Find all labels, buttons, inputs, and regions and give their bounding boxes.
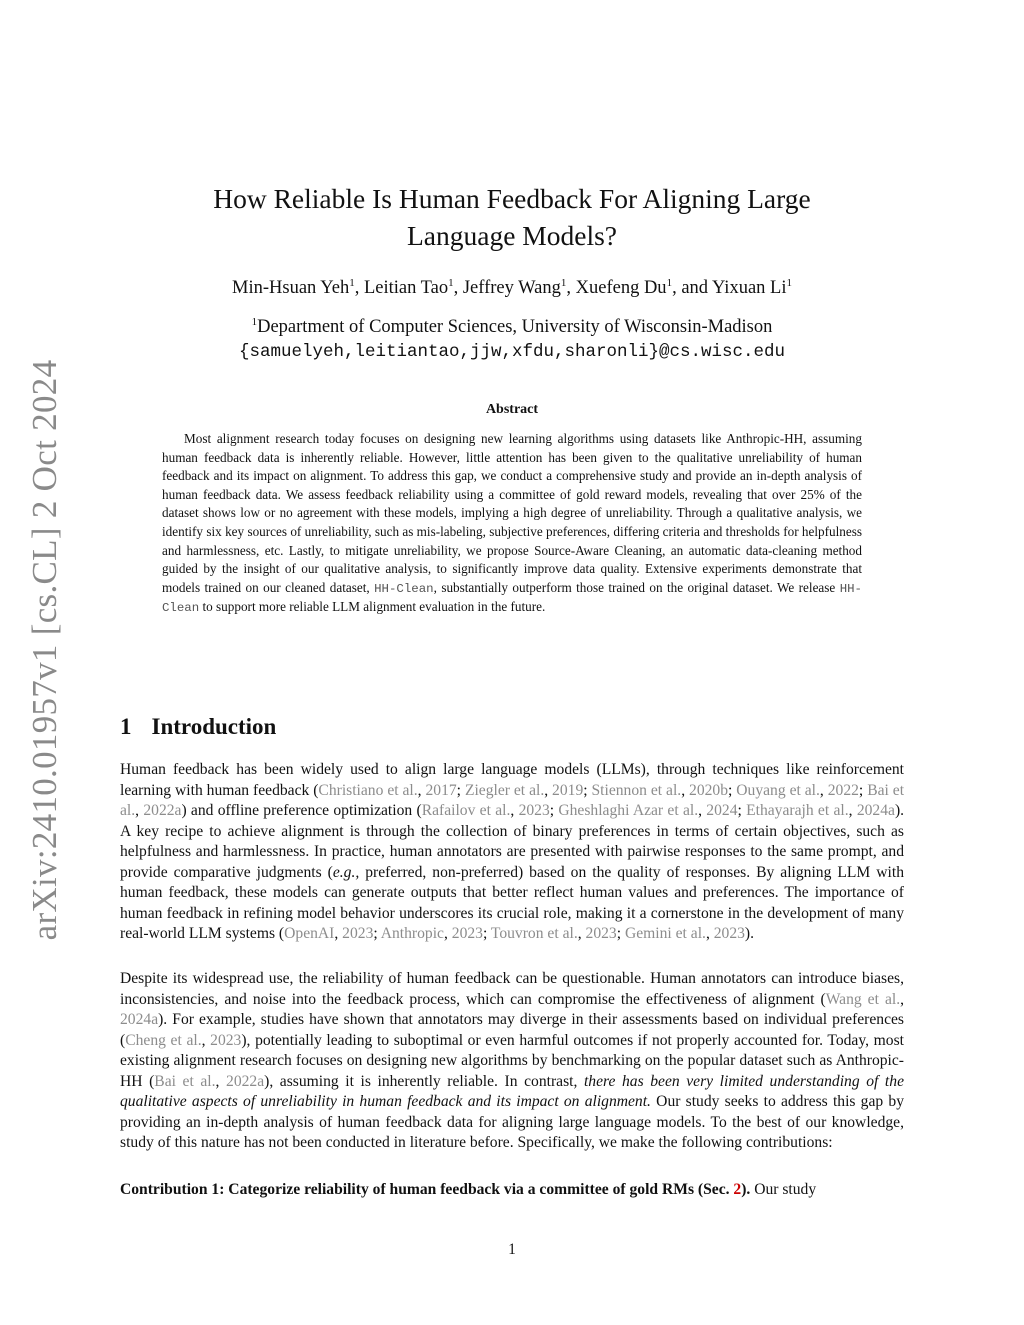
citation-link[interactable]: Anthropic <box>380 925 444 942</box>
citation-link[interactable]: Christiano et al. <box>318 781 418 799</box>
title-line-2: Language Models? <box>407 220 617 251</box>
dataset-name: HH-Clean <box>162 581 862 616</box>
citation-link[interactable]: 2017 <box>425 781 457 799</box>
author-emails: {samuelyeh,leitiantao,jjw,xfdu,sharonli}@cs.wisc.edu <box>238 342 786 362</box>
title-line-1: How Reliable Is Human Feedback For Aligning Large <box>213 183 811 214</box>
citation-link[interactable]: Touvron et al. <box>490 925 578 942</box>
abstract-body: Most alignment research today focuses on designing new learning algorithms using datasets like Anthropic-HH, assuming human feedback data is inherently reliable. However, little attention has been given to the qualitative unreliability of human feedback and its impact on alignment. To address this gap, we conduct a comprehensive study and provide an in-depth analysis of human feedback data. We assess feedback reliability using a committee of gold reward models, revealing that over 25% of the dataset shows low or no agreement with these models, implying a high degree of unreliability. Through a qualitative analysis, we identify six key sources of unreliability, such as mis-labeling, subjective preferences, differing criteria and thresholds for helpfulness and harmlessness, etc. Lastly, to mitigate unreliability, we propose Source-Aware Cleaning, an automatic data-cleaning method guided by the insight of our qualitative analysis, to significantly improve data quality. Extensive experiments demonstrate that models trained on our cleaned dataset, HH-Clean, substantially outperform those trained on the original dataset. We release HH-Clean to support more reliable LLM alignment evaluation in the future. <box>162 431 862 616</box>
section-heading <box>120 714 276 740</box>
author: Jeffrey Wang$^1$ <box>462 277 567 298</box>
citation-link[interactable]: 2022 <box>827 781 859 799</box>
citation-link[interactable]: Rafailov et al. <box>421 802 511 819</box>
section-number: 1 <box>120 714 132 739</box>
citation-link[interactable]: 2022a <box>143 802 182 819</box>
citation-link[interactable]: 2023 <box>451 925 483 942</box>
citation-link[interactable]: 2023 <box>210 1031 242 1049</box>
citation-link[interactable]: Gemini et al. <box>624 925 706 942</box>
citation-link[interactable]: Ouyang et al. <box>736 781 820 799</box>
citation-link[interactable]: 2023 <box>518 802 550 819</box>
citation-link[interactable]: Wang et al. <box>825 990 901 1008</box>
author: Yixuan Li$^1$ <box>711 277 792 298</box>
citation-link[interactable]: 2022a <box>226 1072 265 1090</box>
arxiv-sidebar <box>20 359 70 941</box>
citation-link[interactable]: Cheng et al. <box>125 1031 202 1049</box>
paper-title <box>120 180 904 254</box>
citation-link[interactable]: Bai et al. <box>154 1072 216 1090</box>
author: Xuefeng Du$^1$ <box>575 277 673 298</box>
citation-link[interactable]: 2024a <box>120 1011 159 1028</box>
emphasized-claim: there has been very limited understanding of the qualitative aspects of unreliability in human feedback and its impact on alignment. <box>120 1072 904 1110</box>
author: Leitian Tao$^1$ <box>363 277 454 298</box>
citation-link[interactable]: 2023 <box>342 925 374 942</box>
intro-paragraph-2: Despite its widespread use, the reliability of human feedback can be questionable. Human annotators can introduce biases, inconsistencies, and noise into the feedback process, which can compromise the effectiveness of alignment (Wang et al., 2024a). For example, studies have shown that annotators may diverge in their assessments based on individual preferences (Cheng et al., 2023), potentially leading to suboptimal or even harmful outcomes if not properly accounted for. Today, most existing alignment research focuses on designing new algorithms by benchmarking on the popular dataset such as Anthropic-HH (Bai et al., 2022a), assuming it is inherently reliable. In contrast, there has been very limited understanding of the qualitative aspects of unreliability in human feedback and its impact on alignment. Our study seeks to address this gap by providing an in-depth analysis of human feedback data for aligning large language models. To the best of our knowledge, study of this nature has not been conducted in literature before. Specifically, we make the following contributions: <box>120 970 905 1151</box>
citation-link[interactable]: 2023 <box>585 925 617 942</box>
citation-link[interactable]: Stiennon et al. <box>591 781 682 799</box>
citation-link[interactable]: 2020b <box>689 781 729 799</box>
section-title: Introduction <box>151 714 277 739</box>
dataset-name: HH-Clean <box>374 581 434 596</box>
affiliation: $^1$Department of Computer Sciences, University of Wisconsin-Madison <box>251 316 773 337</box>
citation-link[interactable]: Ziegler et al. <box>464 781 545 799</box>
citation-link[interactable]: Gheshlaghi Azar et al. <box>558 802 699 819</box>
citation-link[interactable]: 2024 <box>706 802 738 819</box>
citation-link[interactable]: OpenAI <box>284 925 335 942</box>
citation-link[interactable]: 2024a <box>856 802 895 819</box>
arxiv-identifier: arXiv:2410.01957v1 [cs.CL] 2 Oct 2024 <box>25 359 64 941</box>
page-number: 1 <box>508 1241 516 1258</box>
citation-link[interactable]: 2019 <box>552 781 584 799</box>
citation-link[interactable]: 2023 <box>713 925 745 942</box>
citation-link[interactable]: Ethayarajh et al. <box>746 802 849 819</box>
intro-paragraph-1: Human feedback has been widely used to align large language models (LLMs), through techniques like reinforcement learning with human feedback (Christiano et al., 2017; Ziegler et al., 2019; Stiennon et al., 2020b; Ouyang et al., 2022; Bai et al., 2022a) and offline preference optimization (Rafailov et al., 2023; Gheshlaghi Azar et al., 2024; Ethayarajh et al., 2024a). A key recipe to achieve alignment is through the collection of binary preferences in terms of certain objectives, such as helpfulness and harmlessness. In practice, human annotators are presented with pairwise responses to the same prompt, and provide comparative judgments (e.g., preferred, non-preferred) based on the quality of responses. By aligning LLM with human feedback, these models can generate outputs that better reflect human values and preferences. The importance of human feedback in refining model behavior underscores its crucial role, making it a cornerstone in the development of many real-world LLM systems (OpenAI, 2023; Anthropic, 2023; Touvron et al., 2023; Gemini et al., 2023). <box>120 761 905 942</box>
contribution-1: Contribution 1: Categorize reliability of human feedback via a committee of gold RMs (Sec. 2). Our study <box>120 1181 817 1198</box>
author-list: Min-Hsuan Yeh$^1$, Leitian Tao$^1$, Jeffrey Wang$^1$, Xuefeng Du$^1$, and Yixuan Li$^1$ <box>232 277 792 298</box>
section-reference-link[interactable]: 2 <box>733 1181 742 1198</box>
author: Min-Hsuan Yeh$^1$ <box>232 277 355 298</box>
citation-link[interactable]: Bai et al. <box>120 781 905 819</box>
abstract-heading: Abstract <box>485 402 539 417</box>
